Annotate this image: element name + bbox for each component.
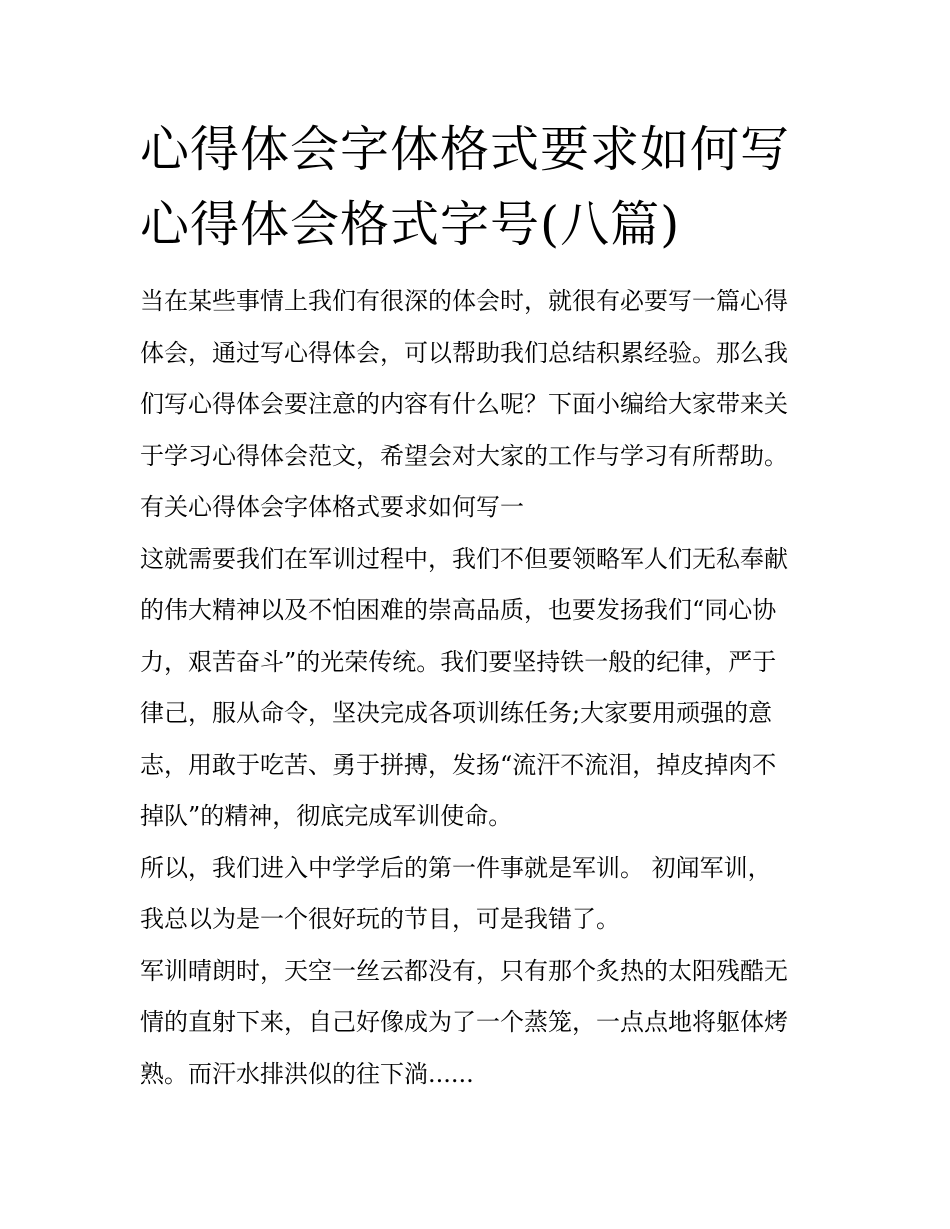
text-line: 军训晴朗时，天空一丝云都没有，只有那个炙热的太阳残酷无 xyxy=(140,956,788,985)
body-paragraph xyxy=(140,534,820,843)
section-heading xyxy=(140,482,820,534)
text-line: 掉队”的精神，彻底完成军训使命。 xyxy=(140,802,513,830)
text-line: 体会，通过写心得体会，可以帮助我们总结积累经验。那么我 xyxy=(140,338,788,367)
text-line: 当在某些事情上我们有很深的体会时，就很有必要写一篇心得 xyxy=(140,287,788,315)
text-line: 于学习心得体会范文，希望会对大家的工作与学习有所帮助。 xyxy=(140,441,788,470)
text-line: 志，用敢于吃苦、勇于拼搏，发扬“流汗不流泪，掉皮掉肉不 xyxy=(140,750,777,779)
text-line: 律己，服从命令，坚决完成各项训练任务;大家要用顽强的意 xyxy=(140,699,773,727)
text-line: 的伟大精神以及不怕困难的崇高品质，也要发扬我们“同心协 xyxy=(140,596,777,624)
text-line: 们写心得体会要注意的内容有什么呢？下面小编给大家带来关 xyxy=(140,390,788,418)
text-line: 力，艰苦奋斗”的光荣传统。我们要坚持铁一般的纪律，严于 xyxy=(140,647,777,676)
title-line: 心得体会字体格式要求如何写 xyxy=(140,121,791,178)
text-line: 所以，我们进入中学学后的第一件事就是军训。 初闻军训， xyxy=(140,853,772,882)
text-line: 有关心得体会字体格式要求如何写一 xyxy=(140,493,524,521)
body-paragraph xyxy=(140,946,820,1101)
text-line: 我总以为是一个很好玩的节目，可是我错了。 xyxy=(140,905,620,933)
text-line: 情的直射下来，自己好像成为了一个蒸笼，一点点地将躯体烤 xyxy=(140,1008,788,1036)
intro-paragraph xyxy=(140,276,820,482)
title-line: 心得体会格式字号(八篇) xyxy=(140,196,681,253)
document-body xyxy=(140,276,820,1100)
text-line: 熟。而汗水排洪似的往下淌...... xyxy=(140,1059,474,1088)
text-line: 这就需要我们在军训过程中，我们不但要领略军人们无私奉献 xyxy=(140,544,788,573)
body-paragraph xyxy=(140,843,820,946)
document-title xyxy=(140,112,830,262)
